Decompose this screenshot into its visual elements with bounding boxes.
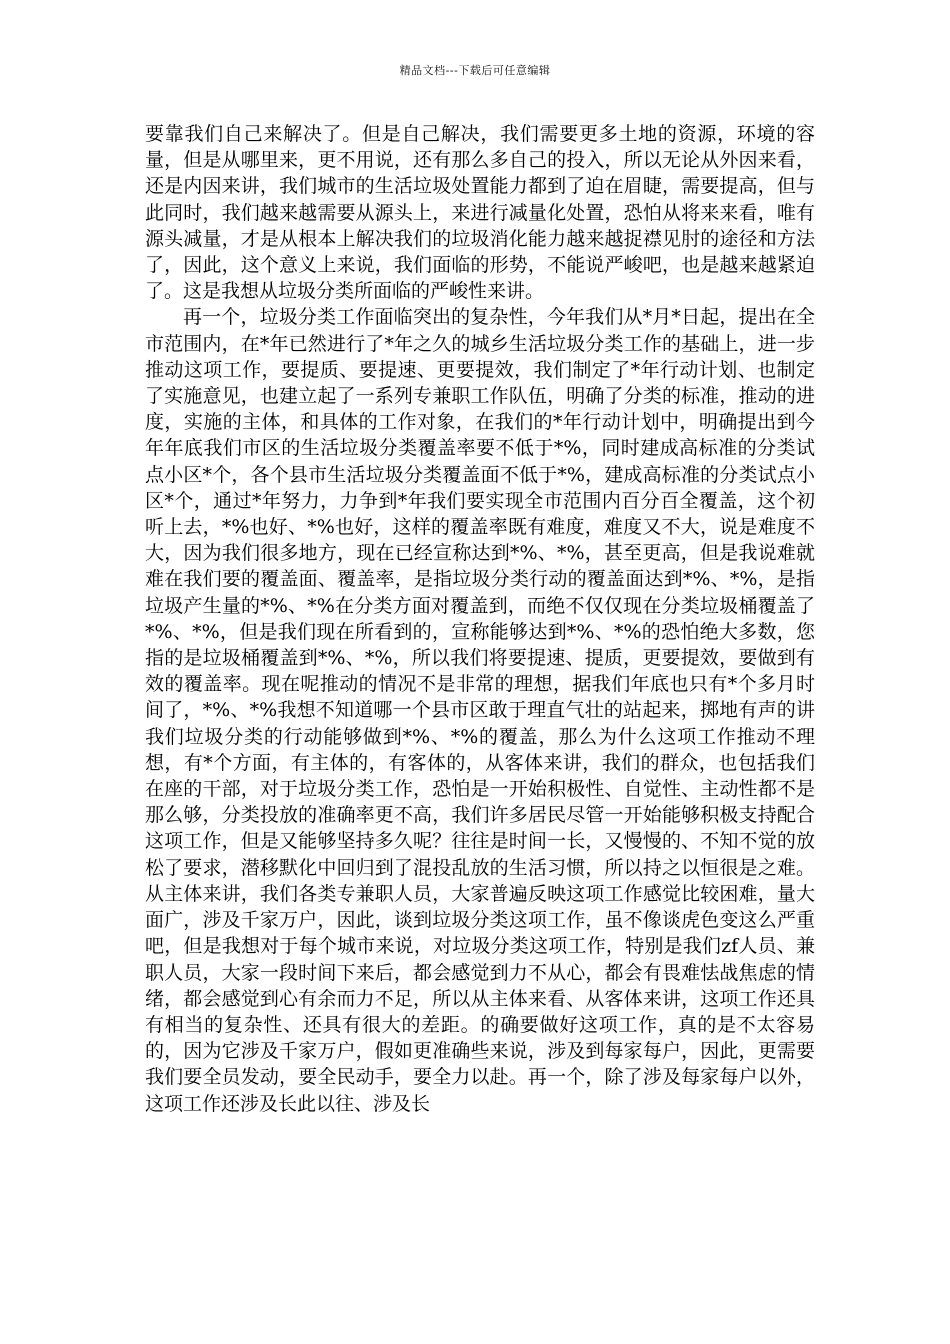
document-body bbox=[145, 121, 815, 1117]
paragraph: 要靠我们自己来解决了。但是自己解决，我们需要更多土地的资源，环境的容量，但是从哪里来，更不用说，还有那么多自己的投入，所以无论从外因来看，还是内因来讲，我们城市的生活垃圾处置能力都到了迫在眉睫，需要提高，但与此同时，我们越来越需要从源头上，来进行减量化处置，恐怕从将来来看，唯有源头减量，才是从根本上解决我们的垃圾消化能力越来越捉襟见肘的途径和方法了，因此，这个意义上来说，我们面临的形势，不能说严峻吧，也是越来越紧迫了。这是我想从垃圾分类所面临的严峻性来讲。 bbox=[145, 123, 815, 303]
paragraph: 再一个，垃圾分类工作面临突出的复杂性，今年我们从*月*日起，提出在全市范围内，在*年已然进行了*年之久的城乡生活垃圾分类工作的基础上，进一步推动这项工作，要提质、要提速、更要提效，我们制定了*年行动计划、也制定了实施意见，也建立起了一系列专兼职工作队伍，明确了分类的标准，推动的进度，实施的主体，和具体的工作对象，在我们的*年行动计划中，明确提出到今年年底我们市区的生活垃圾分类覆盖率要不低于*%，同时建成高标准的分类试点小区*个，各个县市生活垃圾分类覆盖面不低于*%，建成高标准的分类试点小区*个，通过*年努力，力争到*年我们要实现全市范围内百分百全覆盖，这个初听上去，*%也好、*%也好，这样的覆盖率既有难度，难度又不大，说是难度不大，因为我们很多地方，现在已经宣称达到*%、*%，甚至更高，但是我说难就难在我们要的覆盖面、覆盖率，是指垃圾分类行动的覆盖面达到*%、*%，是指垃圾产生量的*%、*%在分类方面对覆盖到，而绝不仅仅现在分类垃圾桶覆盖了*%、*%，但是我们现在所看到的，宣称能够达到*%、*%的恐怕绝大多数，您指的是垃圾桶覆盖到*%、*%，所以我们将要提速、提质，更要提效，要做到有效的覆盖率。现在呢推动的情况不是非常的理想，据我们年底也只有*个多月时间了，*%、*%我想不知道哪一个县市区敢于理直气壮的站起来，掷地有声的讲我们垃圾分类的行动能够做到*%、*%的覆盖，那么为什么这项工作推动不理想，有*个方面，有主体的，有客体的，从客体来讲，我们的群众，也包括我们在座的干部，对于垃圾分类工作，恐怕是一开始积极性、自觉性、主动性都不是那么够，分类投放的准确率更不高，我们许多居民尽管一开始能够积极支持配合这项工作，但是又能够坚持多久呢？往往是时间一长，又慢慢的、不知不觉的放松了要求，潜移默化中回归到了混投乱放的生活习惯，所以持之以恒很是之难。从主体来讲，我们各类专兼职人员，大家普遍反映这项工作感觉比较困难，量大面广，涉及千家万户，因此，谈到垃圾分类这项工作，虽不像谈虎色变这么严重吧，但是我想对于每个城市来说，对垃圾分类这项工作，特别是我们zf人员、兼职人员，大家一段时间下来后，都会感觉到力不从心，都会有畏难怯战焦虑的情绪，都会感觉到心有余而力不足，所以从主体来看、从客体来讲，这项工作还具有相当的复杂性、还具有很大的差距。的确要做好这项工作，真的是不太容易的，因为它涉及千家万户，假如更准确些来说，涉及到每家每户，因此，更需要我们要全员发动，要全民动手，要全力以赴。再一个，除了涉及每家每户以外，这项工作还涉及长此以往、涉及长 bbox=[145, 306, 815, 1115]
page-header: 精品文档---下载后可任意编辑 bbox=[399, 64, 551, 77]
